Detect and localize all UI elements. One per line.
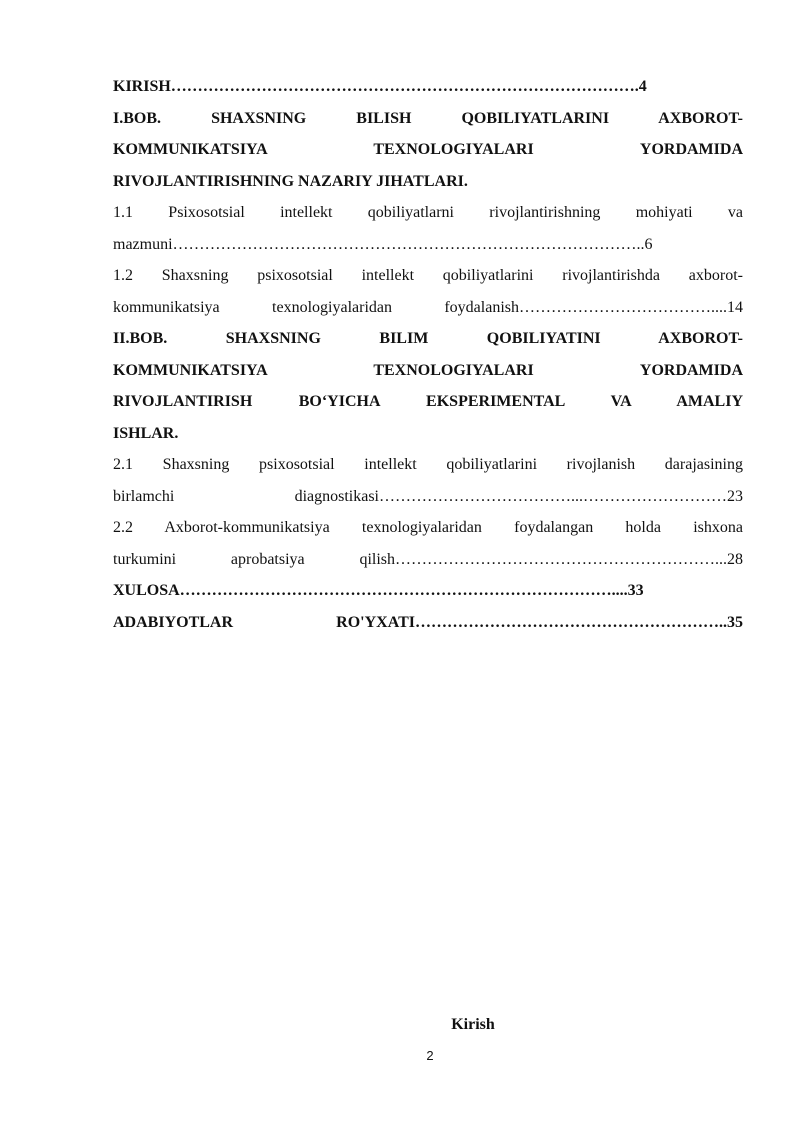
page-number: 2 — [426, 1048, 434, 1063]
toc-section-1-1-line-2[interactable]: mazmuni……………………………………………………………………………..6 — [113, 235, 653, 253]
toc-chapter-2-title-line-4[interactable]: ISHLAR. — [113, 424, 179, 442]
toc-chapter-2-title-line-1[interactable]: II.BOB. SHAXSNING BILIM QOBILIYATINI AXBOROT- — [113, 330, 743, 347]
toc-chapter-1-title-line-1[interactable]: I.BOB. SHAXSNING BILISH QOBILIYATLARINI AXBOROT- — [113, 109, 743, 127]
toc-chapter-2-title-line-3[interactable]: RIVOJLANTIRISH BO‘YICHA EKSPERIMENTAL VA AMALIY — [113, 393, 743, 410]
toc-entry-adabiyotlar[interactable]: ADABIYOTLAR RO'YXATI…………………………………………………..35 — [113, 613, 743, 631]
toc-entry-xulosa[interactable]: XULOSA………………………………………………………………………....33 — [113, 582, 644, 599]
toc-section-2-1-line-1[interactable]: 2.1 Shaxsning psixosotsial intellekt qobiliyatlarini rivojlanish darajasining — [113, 456, 743, 473]
table-of-contents — [113, 71, 743, 638]
toc-chapter-2 — [113, 323, 743, 575]
toc-chapter-1-title-line-2[interactable]: KOMMUNIKATSIYA TEXNOLOGIYALARI YORDAMIDA — [113, 141, 743, 158]
toc-section-2-1-line-2[interactable]: birlamchi diagnostikasi………………………………...………………………23 — [113, 487, 743, 505]
toc-section-2-2-line-2[interactable]: turkumini aprobatsiya qilish……………………………………………………...28 — [113, 550, 743, 568]
toc-entry-kirish[interactable]: KIRISH…………………………………………………………………………….4 — [113, 78, 647, 95]
section-heading-kirish: Kirish — [451, 1016, 495, 1033]
toc-chapter-1 — [113, 103, 743, 324]
toc-section-1-2-line-1[interactable]: 1.2 Shaxsning psixosotsial intellekt qobiliyatlarini rivojlantirishda axborot- — [113, 267, 743, 284]
toc-chapter-2-title-line-2[interactable]: KOMMUNIKATSIYA TEXNOLOGIYALARI YORDAMIDA — [113, 361, 743, 379]
toc-section-2-2-line-1[interactable]: 2.2 Axborot-kommunikatsiya texnologiyalaridan foydalangan holda ishxona — [113, 519, 743, 536]
toc-section-1-1-line-1[interactable]: 1.1 Psixosotsial intellekt qobiliyatlarni rivojlantirishning mohiyati va — [113, 204, 743, 221]
toc-section-1-2-line-2[interactable]: kommunikatsiya texnologiyalaridan foydalanish………………………………....14 — [113, 298, 743, 316]
toc-chapter-1-title-line-3[interactable]: RIVOJLANTIRISHNING NAZARIY JIHATLARI. — [113, 172, 468, 190]
